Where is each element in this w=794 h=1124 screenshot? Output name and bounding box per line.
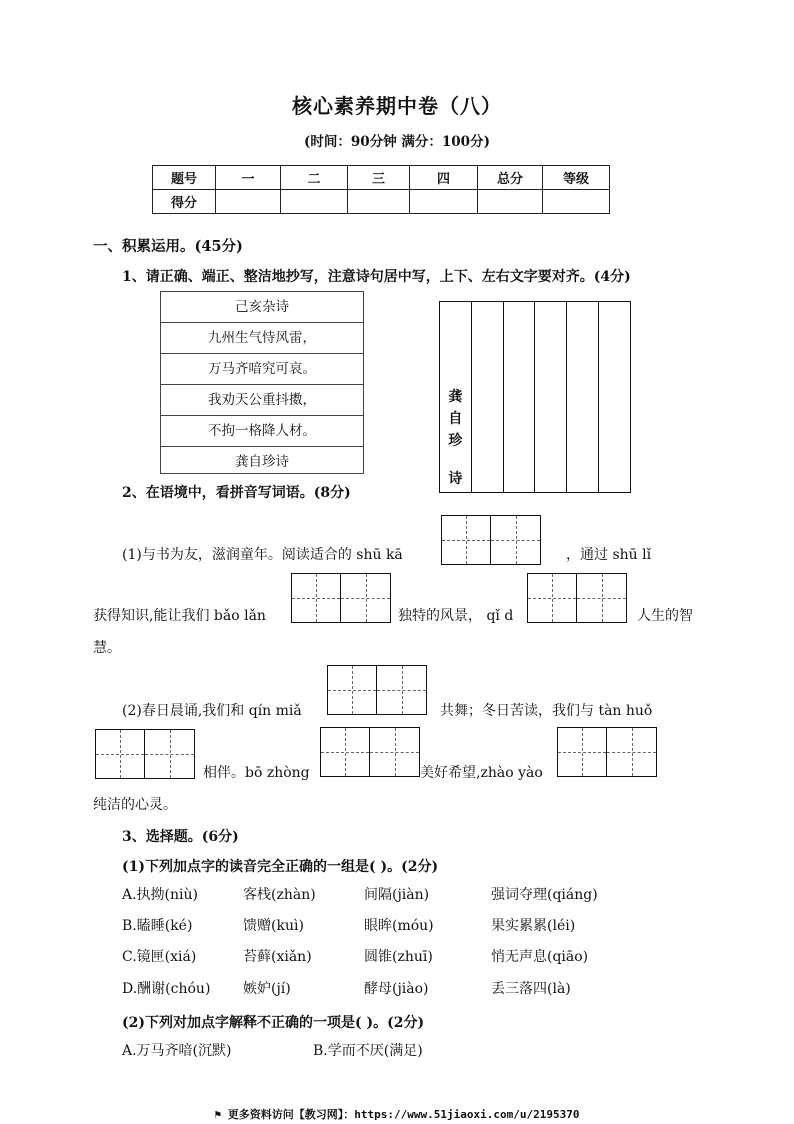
score-cell[interactable] <box>216 190 281 214</box>
poem-box <box>160 291 364 474</box>
question-1-prompt: 1、请正确、端正、整洁地抄写，注意诗句居中写，上下、左右文字要对齐。(4分) <box>122 269 631 285</box>
question-3-prompt: 3、选择题。(6分) <box>122 829 239 845</box>
section-1-title: 一、积累运用。(45分) <box>93 238 243 255</box>
score-cell[interactable] <box>348 190 410 214</box>
exam-info: (时间：90分钟 满分：100分) <box>304 134 490 150</box>
grid-column[interactable] <box>535 302 567 492</box>
q2-line2-c: 人生的智 <box>637 608 693 624</box>
grid-column[interactable] <box>472 302 504 492</box>
q2-line1-a: (1)与书为友，滋润童年。阅读适合的 shū kā <box>122 547 403 563</box>
q2-line1-b: ，通过 shū lǐ <box>566 547 652 563</box>
score-table-score-row <box>153 190 610 214</box>
vertical-writing-grid <box>439 301 631 493</box>
tianzige-answer-box[interactable] <box>557 727 657 777</box>
option-b-3: 眼眸(móu) <box>364 918 434 934</box>
option-d-2: 嫉妒(jí) <box>243 981 291 997</box>
tianzige-answer-box[interactable] <box>441 515 541 565</box>
grid-char: 自 <box>448 411 463 427</box>
option-b-1: B.瞌睡(ké) <box>122 918 193 934</box>
q3-sub2-prompt: (2)下列对加点字解释不正确的一项是( )。(2分) <box>122 1015 425 1031</box>
option-d-3: 酵母(jiào) <box>364 981 429 997</box>
tianzige-answer-box[interactable] <box>527 573 627 623</box>
score-cell[interactable] <box>410 190 478 214</box>
q2-line4-b: 共舞；冬日苦读，我们与 tàn huǒ <box>440 703 653 719</box>
poem-line: 万马齐喑究可哀。 <box>161 354 363 385</box>
poem-line: 不拘一格降人材。 <box>161 416 363 447</box>
header-cell: 三 <box>348 166 410 190</box>
header-cell: 二 <box>281 166 348 190</box>
option-a-3: 间隔(jiàn) <box>364 887 430 903</box>
header-cell: 总分 <box>478 166 543 190</box>
row-label: 得分 <box>153 190 216 214</box>
tianzige-answer-box[interactable] <box>291 573 391 623</box>
tianzige-answer-box[interactable] <box>95 729 195 779</box>
page-title: 核心素养期中卷（八） <box>292 94 502 118</box>
question-2-prompt: 2、在语境中，看拼音写词语。(8分) <box>122 485 351 501</box>
grid-char: 珍 <box>448 433 463 449</box>
q3-sub2-option-a: A.万马齐喑(沉默) <box>122 1043 232 1059</box>
footer-text: 更多资料访问【教习网】：https://www.51jiaoxi.com/u/2195370 <box>227 1108 580 1121</box>
q2-line2-b: 独特的风景， qǐ d <box>398 608 514 624</box>
q2-line5-a: 相伴。bō zhòng <box>203 765 310 781</box>
score-cell[interactable] <box>281 190 348 214</box>
grid-column[interactable] <box>599 302 630 492</box>
option-a-2: 客栈(zhàn) <box>243 887 316 903</box>
option-a-4: 强词夺理(qiáng) <box>491 887 598 903</box>
option-b-4: 果实累累(léi) <box>491 918 576 934</box>
grid-column[interactable] <box>504 302 536 492</box>
footer-link[interactable] <box>0 1106 794 1122</box>
q2-line5-b: 美好希望,zhào yào <box>420 765 543 781</box>
flag-icon: ⚑ <box>214 1108 228 1121</box>
option-d-4: 丢三落四(là) <box>491 981 571 997</box>
q2-line2-a: 获得知识,能让我们 bǎo lǎn <box>93 608 266 624</box>
option-c-3: 圆锥(zhuī) <box>364 949 433 965</box>
poem-line: 我劝天公重抖擞， <box>161 385 363 416</box>
header-cell: 等级 <box>543 166 610 190</box>
option-c-2: 苔藓(xiǎn) <box>243 949 312 965</box>
grid-char: 龚 <box>448 389 463 405</box>
score-cell[interactable] <box>543 190 610 214</box>
grid-column-author <box>440 302 472 492</box>
option-a-1: A.执拗(niù) <box>122 887 198 903</box>
option-c-4: 悄无声息(qiāo) <box>491 949 589 965</box>
score-table <box>152 165 610 214</box>
q2-line3: 慧。 <box>93 640 121 656</box>
option-c-1: C.镜匣(xiá) <box>122 949 197 965</box>
score-table-header-row <box>153 166 610 190</box>
option-d-1: D.酬谢(chóu) <box>122 981 211 997</box>
q3-sub1-prompt: (1)下列加点字的读音完全正确的一组是( )。(2分) <box>122 859 439 875</box>
poem-line: 己亥杂诗 <box>161 292 363 323</box>
tianzige-answer-box[interactable] <box>327 665 427 715</box>
q3-sub2-option-b: B.学而不厌(满足) <box>313 1043 423 1059</box>
option-b-2: 馈赠(kuì) <box>243 918 304 934</box>
poem-line: 九州生气恃风雷， <box>161 323 363 354</box>
q2-line6: 纯洁的心灵。 <box>93 797 177 813</box>
header-cell: 一 <box>216 166 281 190</box>
score-cell[interactable] <box>478 190 543 214</box>
grid-char: 诗 <box>448 471 463 487</box>
header-cell: 四 <box>410 166 478 190</box>
grid-column[interactable] <box>567 302 599 492</box>
tianzige-answer-box[interactable] <box>320 727 420 777</box>
poem-line: 龚自珍诗 <box>235 454 289 470</box>
header-cell: 题号 <box>153 166 216 190</box>
q2-line4-a: (2)春日晨诵,我们和 qín miǎ <box>122 703 302 719</box>
